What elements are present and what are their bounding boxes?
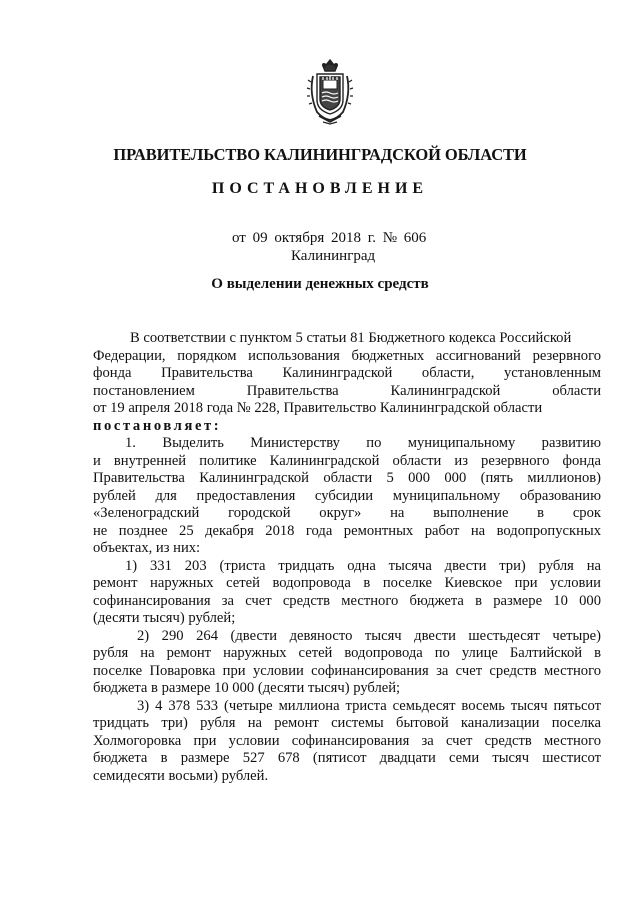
preamble-line: фонда Правительства Калининградской области, установленным bbox=[93, 365, 601, 381]
subitem-3-line: семидесяти восьми) рублей. bbox=[93, 767, 269, 784]
subitem-3-line: 3) 4 378 533 (четыре миллиона триста семьдесят восемь тысяч пятьсот bbox=[137, 697, 601, 714]
subitem-2-line: поселке Поваровка при условии софинансирования за счет средств местного bbox=[93, 662, 601, 679]
government-name: ПРАВИТЕЛЬСТВО КАЛИНИНГРАДСКОЙ ОБЛАСТИ bbox=[113, 145, 527, 164]
item-1-line: Правительства Калининградской области 5 000 000 (пять миллионов) bbox=[93, 470, 601, 486]
preamble-line: В соответствии с пунктом 5 статьи 81 Бюджетного кодекса Российской bbox=[130, 330, 572, 346]
document-body bbox=[93, 330, 601, 785]
subitem-3-line: бюджета в размере 527 678 (пятисот двадцати семи тысяч шестисот bbox=[93, 750, 601, 766]
subitem-3-line: тридцать три) рубля на ремонт системы бытовой канализации поселка bbox=[93, 715, 601, 731]
subitem-1-line: 1) 331 203 (триста тридцать одна тысяча двести три) рубля на bbox=[125, 557, 601, 574]
item-1-line: 1. Выделить Министерству по муниципальному развитию bbox=[125, 435, 601, 451]
item-1-line: не позднее 25 декабря 2018 года ремонтных работ на водопропускных bbox=[93, 522, 601, 539]
item-1-line: «Зеленоградский городской округ» на выполнение в срок bbox=[93, 505, 601, 521]
item-1-line: и внутренней политике Калининградской области из резервного фонда bbox=[93, 452, 601, 469]
subitem-2-line: рубля на ремонт наружных сетей водопровода по улице Балтийской в bbox=[93, 645, 601, 661]
subitem-2-line: бюджета в размере 10 000 (десяти тысяч) рублей; bbox=[93, 680, 401, 696]
item-1-line: объектах, из них: bbox=[93, 540, 201, 556]
decree-word: постановляет: bbox=[93, 417, 222, 434]
subitem-3-line: Холмогоровка при условии софинансирования за счет средств местного bbox=[93, 732, 601, 749]
subitem-1-line: (десяти тысяч) рублей; bbox=[93, 610, 236, 626]
subitem-1-line: софинансирования за счет средств местного бюджета в размере 10 000 bbox=[93, 592, 601, 609]
subitem-1-line: ремонт наружных сетей водопровода в поселке Киевское при условии bbox=[93, 575, 601, 591]
coat-of-arms-icon bbox=[305, 56, 355, 126]
preamble-line: от 19 апреля 2018 года № 228, Правительство Калининградской области bbox=[93, 400, 543, 416]
item-1-line: рублей для предоставления субсидии муниципальному образованию bbox=[93, 487, 601, 504]
city-name: Калининград bbox=[291, 248, 376, 264]
date-number-line: от 09 октября 2018 г. № 606 bbox=[232, 230, 427, 246]
document-type: ПОСТАНОВЛЕНИЕ bbox=[211, 180, 429, 197]
preamble-line: Федерации, порядком использования бюджетных ассигнований резервного bbox=[93, 347, 601, 364]
document-subject: О выделении денежных средств bbox=[211, 276, 429, 292]
subitem-2-line: 2) 290 264 (двести девяносто тысяч двести шестьдесят четыре) bbox=[137, 627, 601, 644]
preamble-line: постановлением Правительства Калининградской области bbox=[93, 382, 601, 399]
